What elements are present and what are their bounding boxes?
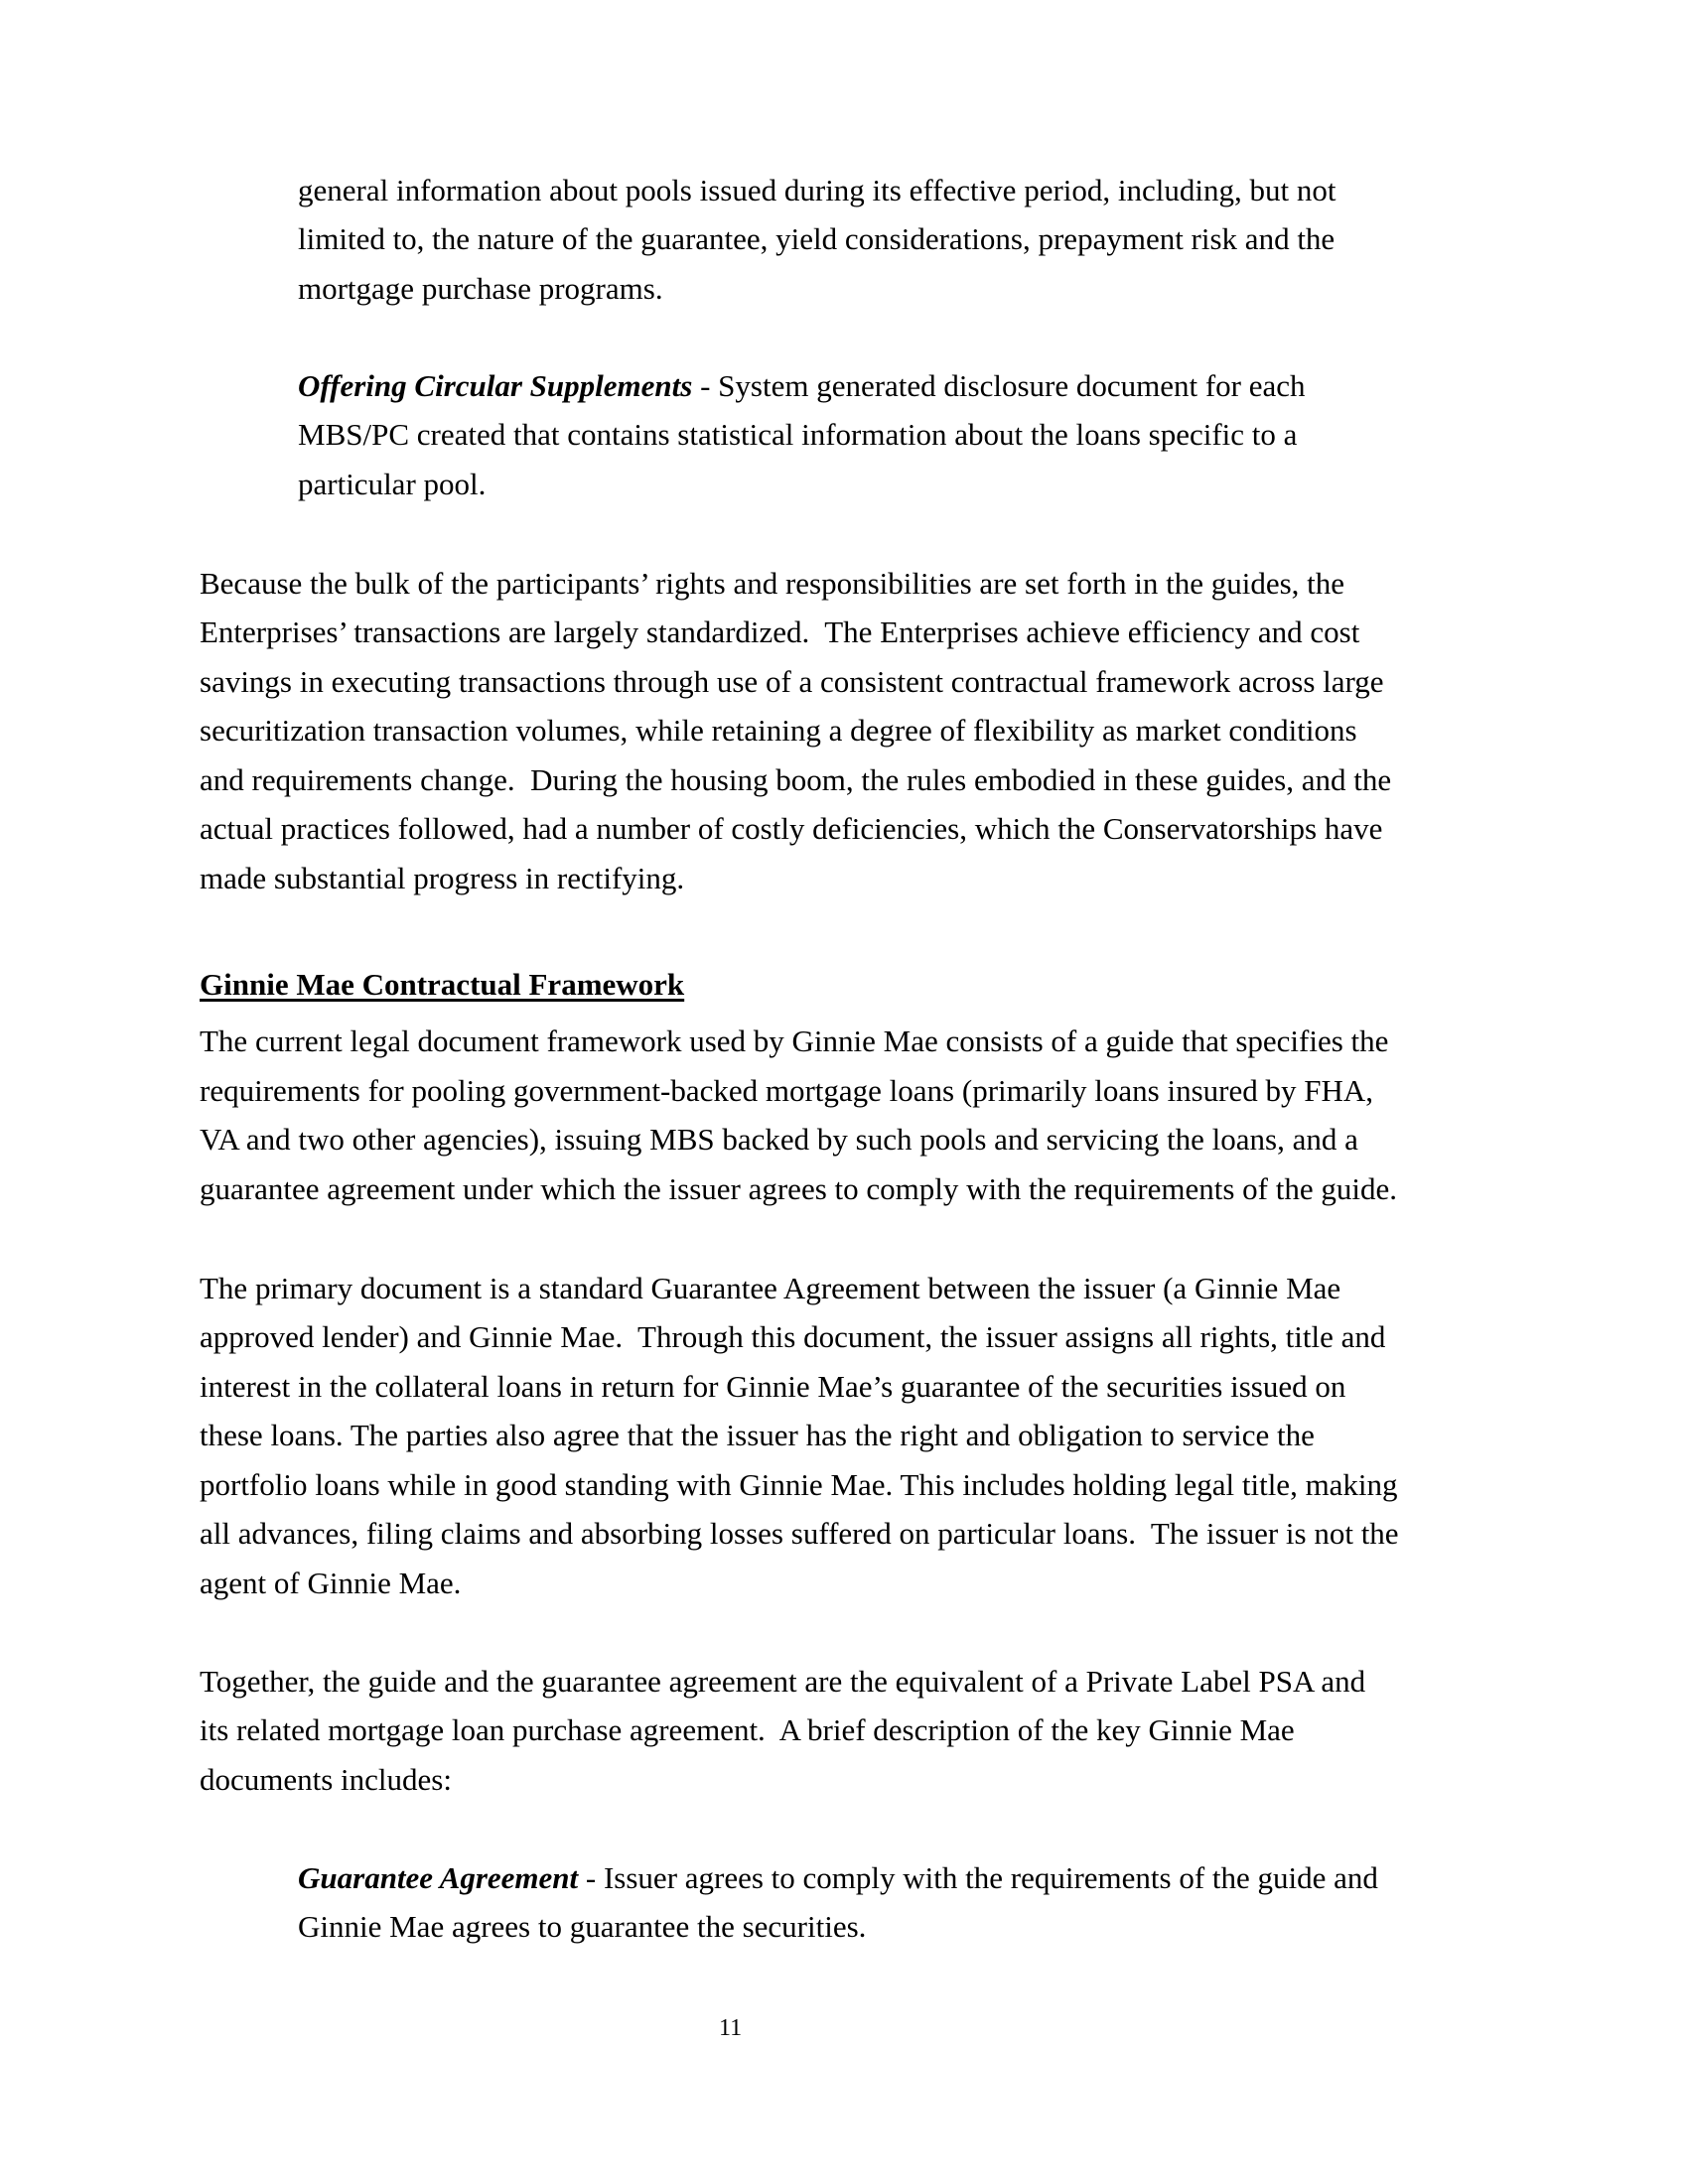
text-line: agent of Ginnie Mae.	[200, 1566, 462, 1600]
text-line: Together, the guide and the guarantee agreement are the equivalent of a Private Label PSA and	[200, 1664, 1366, 1699]
definition-term: Guarantee Agreement	[298, 1860, 579, 1895]
section-heading: Ginnie Mae Contractual Framework	[200, 967, 685, 1002]
text-line: savings in executing transactions through use of a consistent contractual framework across large	[200, 664, 1384, 699]
definition-text: - Issuer agrees to comply with the requirements of the guide and	[578, 1860, 1378, 1895]
text-line: particular pool.	[298, 467, 487, 501]
text-line: The current legal document framework used by Ginnie Mae consists of a guide that specifies the	[200, 1024, 1389, 1058]
definition-first-line	[298, 368, 1306, 404]
text-line: actual practices followed, had a number of costly deficiencies, which the Conservatorships have	[200, 811, 1383, 846]
text-line: Ginnie Mae agrees to guarantee the securities.	[298, 1909, 867, 1944]
page-number: 11	[719, 2015, 743, 2041]
text-line: made substantial progress in rectifying.	[200, 861, 685, 895]
text-line: securitization transaction volumes, while retaining a degree of flexibility as market conditions	[200, 713, 1357, 748]
text-line: requirements for pooling government-backed mortgage loans (primarily loans insured by FHA,	[200, 1073, 1374, 1108]
definition-first-line	[298, 1860, 1378, 1896]
definition-text: - System generated disclosure document for each	[692, 368, 1306, 403]
text-line: these loans. The parties also agree that the issuer has the right and obligation to service the	[200, 1418, 1315, 1452]
text-line: Because the bulk of the participants’ rights and responsibilities are set forth in the guides, the	[200, 566, 1345, 601]
text-line: its related mortgage loan purchase agreement. A brief description of the key Ginnie Mae	[200, 1712, 1295, 1747]
text-line: limited to, the nature of the guarantee, yield considerations, prepayment risk and the	[298, 221, 1336, 256]
text-line: interest in the collateral loans in return for Ginnie Mae’s guarantee of the securities issued on	[200, 1369, 1346, 1404]
text-line: MBS/PC created that contains statistical information about the loans specific to a	[298, 417, 1298, 452]
text-line: The primary document is a standard Guarantee Agreement between the issuer (a Ginnie Mae	[200, 1271, 1341, 1305]
definition-term: Offering Circular Supplements	[298, 368, 693, 403]
text-line: documents includes:	[200, 1762, 452, 1797]
text-line: all advances, filing claims and absorbing losses suffered on particular loans. The issuer is not the	[200, 1516, 1399, 1551]
text-line: portfolio loans while in good standing with Ginnie Mae. This includes holding legal title, making	[200, 1467, 1398, 1502]
text-line: VA and two other agencies), issuing MBS backed by such pools and servicing the loans, and a	[200, 1122, 1358, 1157]
text-line: general information about pools issued during its effective period, including, but not	[298, 173, 1336, 207]
text-line: mortgage purchase programs.	[298, 271, 663, 306]
text-line: Enterprises’ transactions are largely standardized. The Enterprises achieve efficiency and cost	[200, 614, 1360, 649]
text-line: guarantee agreement under which the issuer agrees to comply with the requirements of the guide.	[200, 1171, 1397, 1206]
text-line: approved lender) and Ginnie Mae. Through this document, the issuer assigns all rights, title and	[200, 1319, 1386, 1354]
text-line: and requirements change. During the housing boom, the rules embodied in these guides, and the	[200, 762, 1392, 797]
